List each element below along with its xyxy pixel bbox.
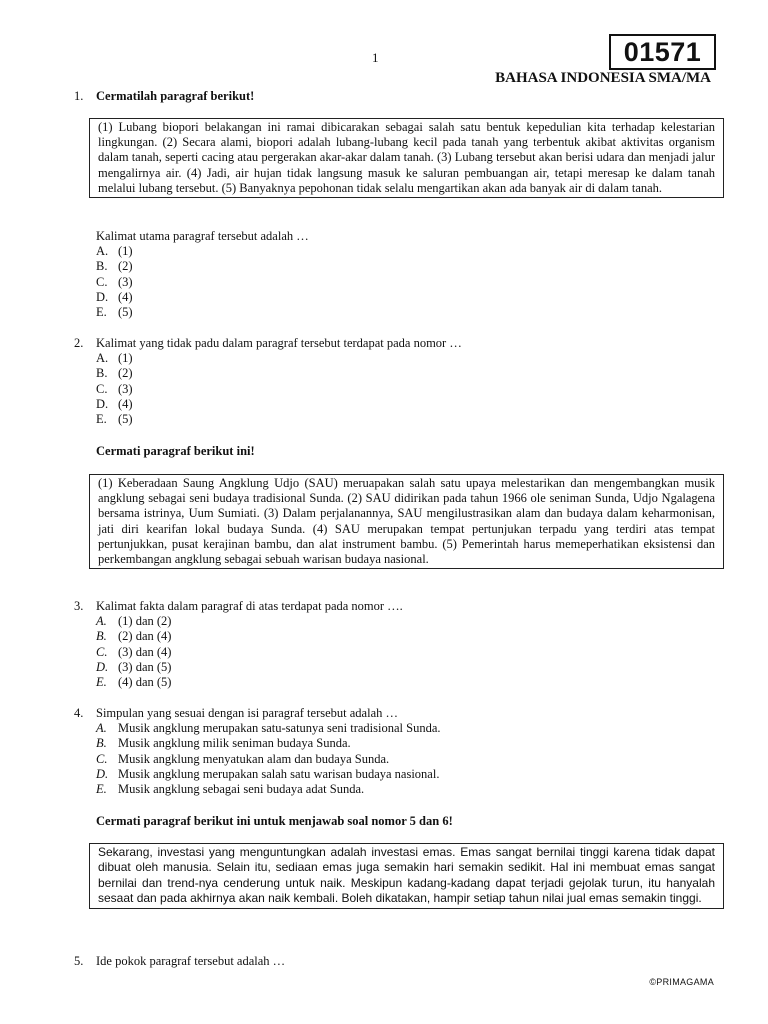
question-2-options — [96, 351, 133, 427]
option-letter: C. — [96, 751, 108, 766]
passage-angklung: (1) Keberadaan Saung Angklung Udjo (SAU) meruapakan salah satu upaya melestarikan dan mengembangkan musik angklung sebagai seni budaya tradisional Sunda. (2) SAU didirikan pada tahun 1966 ole seniman Sunda, Udjo Ngalagena bersama istrinya, Uum Sumiati. (3) Dalam perjalanannya, SAU mengilustrasikan alam dan budaya dalam keharmonisan, jati diri kearifan lokal budaya Sunda. (4) SAU merupakan tempat pertunjukan terpadu yang terdiri atas tempat pertunjukkan, pusat kerajinan bambu, dan alat instrument bambu. (5) Pemerintah harus memeperhatikan eksistensi dan perkembangan angklung sebagai sebuah warisan budaya nasional. — [89, 474, 724, 569]
passage-emas: Sekarang, investasi yang menguntungkan adalah investasi emas. Emas sangat bernilai tinggi karena tidak dapat dibuat oleh manusia. Selain itu, sediaan emas juga semakin hari semakin sedikit. Hal ini membuat emas sangat bernilai dan trend-nya cenderung untuk naik. Meskipun kadang-kadang dapat terjadi gejolak turun, itu hanyalah sesaat dan pada akhirnya akan naik kembali. Boleh dikatakan, hampir setiap tahun nilai jual emas semakin tinggi. — [89, 843, 724, 909]
option-letter: B. — [96, 259, 108, 274]
option-letter: A. — [96, 721, 107, 735]
option-item — [96, 782, 441, 797]
option-letter: B. — [96, 629, 107, 644]
option-text: Musik angklung milik seniman budaya Sunda. — [118, 736, 351, 751]
question-1-text: Kalimat utama paragraf tersebut adalah … — [96, 229, 309, 243]
option-item — [96, 366, 133, 381]
option-text: (3) dan (4) — [118, 644, 172, 659]
page-number: 1 — [372, 50, 379, 65]
option-item — [96, 259, 133, 274]
option-text: (3) — [118, 274, 133, 289]
option-letter: B. — [96, 366, 108, 381]
option-letter: A. — [96, 351, 109, 365]
section-3-instruction: Cermati paragraf berikut ini untuk menjawab soal nomor 5 dan 6! — [96, 814, 453, 828]
option-letter: A. — [96, 244, 109, 258]
question-5-number: 5. — [74, 954, 84, 968]
option-text: (4) dan (5) — [118, 675, 172, 690]
option-text: (5) — [118, 412, 133, 427]
question-3-options — [96, 614, 171, 690]
option-letter: C. — [96, 381, 108, 396]
option-letter: D. — [96, 396, 109, 411]
option-letter: D. — [96, 289, 109, 304]
option-text: Musik angklung merupakan salah satu warisan budaya nasional. — [118, 766, 440, 781]
option-item — [96, 397, 133, 412]
question-2-text: Kalimat yang tidak padu dalam paragraf tersebut terdapat pada nomor … — [96, 336, 462, 350]
option-item — [96, 736, 441, 751]
option-text: (2) — [118, 366, 133, 381]
option-text: Musik angklung sebagai seni budaya adat Sunda. — [118, 782, 365, 797]
option-item — [96, 721, 441, 736]
option-item — [96, 351, 133, 366]
option-item — [96, 614, 171, 629]
option-text: Musik angklung menyatukan alam dan budaya Sunda. — [118, 751, 390, 766]
option-item — [96, 244, 133, 259]
option-letter: C. — [96, 274, 108, 289]
option-item — [96, 412, 133, 427]
exam-code-box: 01571 — [609, 34, 716, 70]
question-1-instruction: Cermatilah paragraf berikut! — [96, 89, 255, 103]
option-item — [96, 660, 171, 675]
option-letter: E. — [96, 675, 107, 690]
question-4-number: 4. — [74, 706, 84, 720]
subject-title: BAHASA INDONESIA SMA/MA — [495, 70, 711, 86]
option-text: (3) — [118, 381, 133, 396]
option-item — [96, 382, 133, 397]
option-letter: C. — [96, 644, 108, 659]
question-1-number: 1. — [74, 89, 84, 103]
option-letter: E. — [96, 782, 107, 797]
option-text: (4) — [118, 396, 133, 411]
option-text: (4) — [118, 289, 133, 304]
option-letter: E. — [96, 305, 107, 320]
option-item — [96, 645, 171, 660]
question-1-options — [96, 244, 133, 320]
option-letter: D. — [96, 766, 109, 781]
question-3-text: Kalimat fakta dalam paragraf di atas terdapat pada nomor …. — [96, 599, 403, 613]
option-text: Musik angklung merupakan satu-satunya seni tradisional Sunda. — [118, 721, 441, 735]
question-3-number: 3. — [74, 599, 84, 613]
question-2-number: 2. — [74, 336, 84, 350]
option-item — [96, 275, 133, 290]
option-item — [96, 305, 133, 320]
option-letter: D. — [96, 659, 109, 674]
option-text: (2) dan (4) — [118, 629, 172, 644]
question-4-text: Simpulan yang sesuai dengan isi paragraf tersebut adalah … — [96, 706, 398, 720]
option-item — [96, 675, 171, 690]
option-text: (2) — [118, 259, 133, 274]
option-letter: B. — [96, 736, 107, 751]
question-4-options — [96, 721, 441, 797]
section-2-instruction: Cermati paragraf berikut ini! — [96, 444, 255, 458]
option-text: (1) — [118, 244, 133, 258]
option-letter: A. — [96, 614, 107, 628]
option-text: (1) dan (2) — [118, 614, 172, 628]
option-item — [96, 290, 133, 305]
copyright-footer: ©PRIMAGAMA — [649, 977, 714, 987]
option-text: (1) — [118, 351, 133, 365]
option-item — [96, 752, 441, 767]
option-letter: E. — [96, 412, 107, 427]
option-item — [96, 629, 171, 644]
question-5-text: Ide pokok paragraf tersebut adalah … — [96, 954, 286, 968]
option-text: (5) — [118, 305, 133, 320]
option-text: (3) dan (5) — [118, 659, 172, 674]
option-item — [96, 767, 441, 782]
passage-biopori: (1) Lubang biopori belakangan ini ramai dibicarakan sebagai salah satu bentuk kepedulian kita terhadap kelestarian lingkungan. (2) Secara alami, biopori adalah lubang-lubang kecil pada tanah yang terbentuk akibat aktivitas organism dalam tanah, seperti cacing atau pergerakan akar-akar dalam tanah. (3) Lubang tersebut akan berisi udara dan menjadi jalur mengalirnya air. (4) Jadi, air hujan tidak langsung masuk ke saluran pembuangan air, tetapi meresap ke dalam tanah melalui lubang tersebut. (5) Banyaknya pepohonan tidak selalu mengartikan akan ada banyak air di dalam tanah. — [89, 118, 724, 198]
